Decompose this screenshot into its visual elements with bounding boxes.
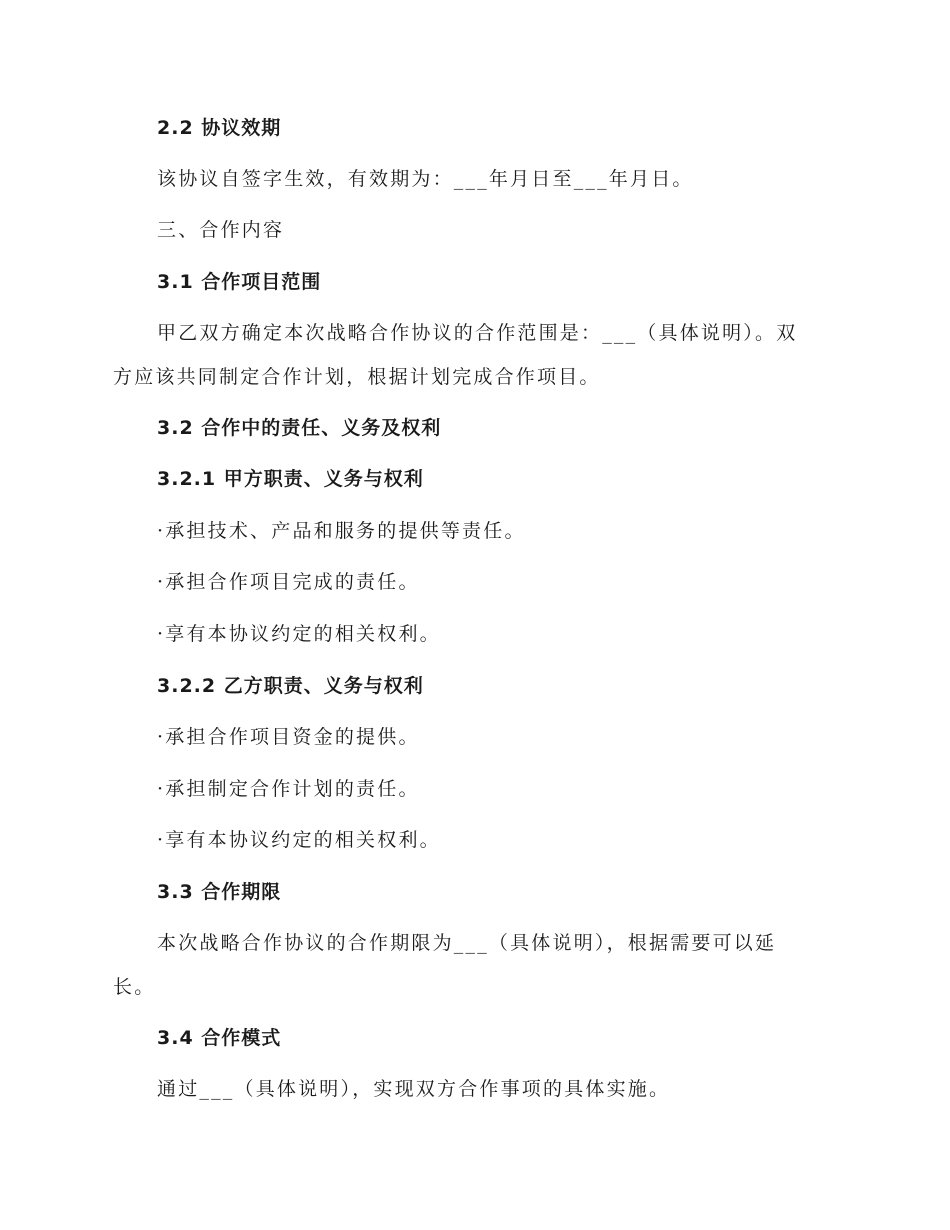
paragraph-scope-line2: 方应该共同制定合作计划，根据计划完成合作项目。 [113,366,601,388]
list-item-party-b-2: ·承担制定合作计划的责任。 [157,778,420,800]
list-item-party-b-3: ·享有本协议约定的相关权利。 [157,829,441,851]
paragraph-scope-line1: 甲乙双方确定本次战略合作协议的合作范围是：___（具体说明）。双 [157,322,798,344]
list-item-party-a-1: ·承担技术、产品和服务的提供等责任。 [157,520,526,542]
section-heading-3-2: 3.2 合作中的责任、义务及权利 [157,417,442,439]
paragraph-term-line2: 长。 [113,976,156,998]
paragraph-term-line1: 本次战略合作协议的合作期限为___（具体说明），根据需要可以延 [157,932,777,954]
section-heading-2-2: 2.2 协议效期 [157,117,282,139]
section-heading-3-4: 3.4 合作模式 [157,1027,282,1049]
paragraph-mode: 通过___（具体说明），实现双方合作事项的具体实施。 [157,1078,671,1100]
section-heading-3-1: 3.1 合作项目范围 [157,271,322,293]
list-item-party-a-2: ·承担合作项目完成的责任。 [157,571,420,593]
section-heading-3-2-2: 3.2.2 乙方职责、义务与权利 [157,675,424,697]
chapter-heading-3: 三、合作内容 [157,219,285,241]
paragraph-validity: 该协议自签字生效，有效期为：___年月日至___年月日。 [157,168,694,190]
list-item-party-b-1: ·承担合作项目资金的提供。 [157,726,420,748]
list-item-party-a-3: ·享有本协议约定的相关权利。 [157,623,441,645]
section-heading-3-3: 3.3 合作期限 [157,881,282,903]
section-heading-3-2-1: 3.2.1 甲方职责、义务与权利 [157,468,424,490]
